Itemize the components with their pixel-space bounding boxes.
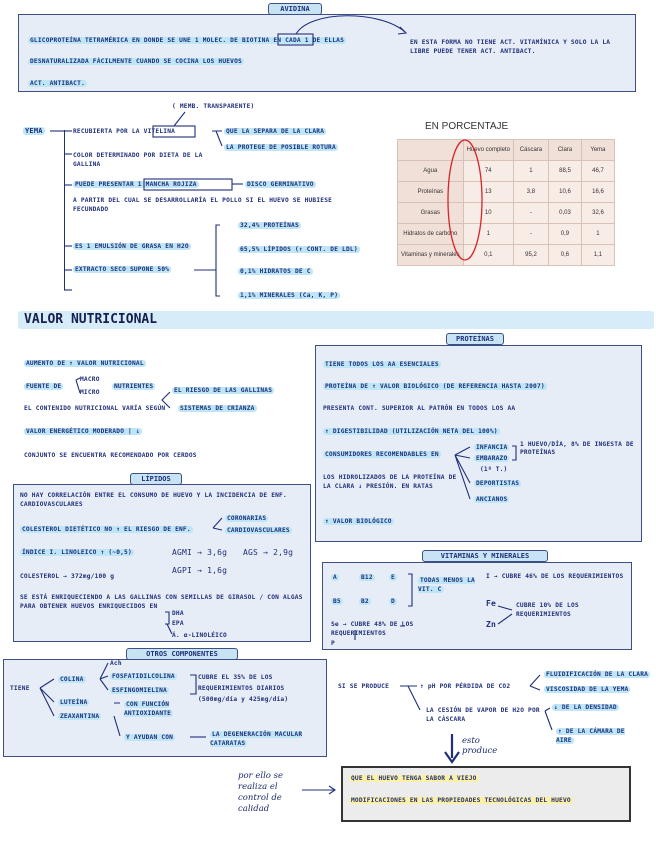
ph-l1-b: ↑ pH POR PÉRDIDA DE CO2 <box>420 683 511 690</box>
cell: 10,6 <box>548 182 581 203</box>
valor-l3-b: SISTEMAS DE CRIANZA <box>180 405 255 412</box>
yema-item5: EXTRACTO SECO SUPONE 50% <box>75 266 170 273</box>
cell: 1 <box>513 161 548 182</box>
lipidos-title: LÍPIDOS <box>130 473 182 485</box>
otros-lut-note1: CON FUNCIÓN ANTIOXIDANTE <box>124 701 172 717</box>
otros-tiene: TIENE <box>10 685 30 692</box>
cell: 0,9 <box>548 224 581 245</box>
yema-comp-1: 65,5% LÍPIDOS (↑ CONT. DE LDL) <box>240 246 358 253</box>
cell: 16,6 <box>581 182 614 203</box>
vitamina-e: E <box>391 574 395 581</box>
lipidos-l3-d: AGPI → 1,6g <box>172 566 228 575</box>
cell: 0,03 <box>548 203 581 224</box>
vitaminas-se: Se → CUBRE 48% DE LOS REQUERIMIENTOS <box>331 621 414 637</box>
valor-l5: CONJUNTO SE ENCUENTRA RECOMENDADO POR CERDOS <box>24 452 197 459</box>
proteinas-l7: ↑ VALOR BIOLÓGICO <box>325 518 392 525</box>
ph-l1-a: SI SE PRODUCE <box>338 683 390 690</box>
ph-l1-branches <box>530 675 540 690</box>
yema-comp-2: 0,1% HIDRATOS DE C <box>240 268 311 275</box>
lipidos-l3-c: AGS → 2,9g <box>243 548 294 557</box>
vit-brace <box>408 574 412 606</box>
cell: 0,1 <box>463 245 513 266</box>
avidina-line3: ACT. ANTIBACT. <box>30 80 85 87</box>
yema-item2: COLOR DETERMINADO POR DIETA DE LA GALLINA <box>73 152 203 168</box>
cell: 95,2 <box>513 245 548 266</box>
proteinas-l5-a: INFANCIA <box>476 444 508 451</box>
yema-comp-0: 32,4% PROTEÍNAS <box>240 222 299 229</box>
comp-bracket <box>216 225 220 296</box>
proteinas-l5-c: (1º T.) <box>480 466 508 473</box>
yema-item1-a: RECUBIERTA POR LA VITELINA <box>73 128 176 135</box>
avidina-line2: DESNATURALIZADA FÁCILMENTE CUANDO SE COCINA LOS HUEVOS <box>30 58 242 65</box>
vitelina-branch <box>212 131 222 146</box>
valor-l2-c: MICRO <box>80 389 100 396</box>
lipidos-l3-a: ÍNDICE I. LINOLEICO ↑ (~0,5) <box>22 549 132 556</box>
yema-item1-c: LA PROTEGE DE POSIBLE ROTURA <box>226 144 336 151</box>
vitamina-b5: B5 <box>333 598 341 605</box>
cell: 10 <box>463 203 513 224</box>
proteinas-l6: LOS HIDROLIZADOS DE LA PROTEÍNA DE LA CLARA ↓ PRESIÓN. EN RATAS <box>323 474 457 490</box>
otros-lut-note3: LA DEGENERACIÓN MACULAR CATARATAS <box>210 731 303 747</box>
otros-title: OTROS COMPONENTES <box>126 648 238 660</box>
avidina-title: AVIDINA <box>268 3 322 15</box>
proteinas-title: PROTEÍNAS <box>446 333 504 345</box>
yema-item3-b: DISCO GERMINATIVO <box>247 181 314 188</box>
ph-l1-c: FLUIDIFICACIÓN DE LA CLARA <box>546 671 649 678</box>
se-link <box>355 626 405 640</box>
ph-l1-d: VISCOSIDAD DE LA YEMA <box>546 686 629 693</box>
col-header: Cáscara <box>513 140 548 161</box>
proteinas-l3: PRESENTA CONT. SUPERIOR AL PATRÓN EN TODOS LOS AA <box>323 405 516 412</box>
cell: 13 <box>463 182 513 203</box>
proteinas-l5-e: ANCIANOS <box>476 496 508 503</box>
col-header: Huevo completo <box>463 140 513 161</box>
proteinas-l2: PROTEÍNA DE ↑ VALOR BIOLÓGICO (DE REFERENCIA HASTA 2007) <box>325 383 545 390</box>
yema-item3-a: PUEDE PRESENTAR 1 MANCHA ROJIZA <box>75 181 197 188</box>
avidina-side-note: EN ESTA FORMA NO TIENE ACT. VITAMÍNICA Y SOLO LA LA LIBRE PUEDE TENER ACT. ANTIBACT. <box>410 39 611 55</box>
cell: 1 <box>463 224 513 245</box>
cell: 74 <box>463 161 513 182</box>
valor-title: VALOR NUTRICIONAL <box>24 312 158 327</box>
yema-item3-c: A PARTIR DEL CUAL SE DESARROLLARÍA EL POLLO SI EL HUEVO SE HUBIESE FECUNDADO <box>73 197 333 213</box>
vitamina-a: A <box>333 574 337 581</box>
vitamina-b2: B2 <box>361 598 369 605</box>
cell: 1 <box>581 224 614 245</box>
valor-l1: AUMENTO DE ↑ VALOR NUTRICIONAL <box>26 360 144 367</box>
cell: 46,7 <box>581 161 614 182</box>
ph-calidad: por ello se realiza el control de calidad <box>238 771 284 814</box>
tiene-branches <box>40 679 54 716</box>
alinolenico-link <box>167 624 172 634</box>
infancia-brace <box>512 446 516 460</box>
luteina-link <box>114 703 120 736</box>
otros-colina-note: CUBRE EL 35% DE LOS REQUERIMIENTOS DIARIOS (500mg/día y 425mg/día) <box>198 674 289 703</box>
lipidos-l4: COLESTEROL → 372mg/100 g <box>20 573 115 580</box>
cell: Vitaminas y minerales <box>398 245 464 266</box>
otros-luteina: LUTEÍNA <box>60 699 88 706</box>
yema-item1-b: QUE LA SEPARA DE LA CLARA <box>226 128 325 135</box>
cell: Hidratos de carbono <box>398 224 464 245</box>
cell: Proteínas <box>398 182 464 203</box>
ph-esto: esto produce <box>462 736 498 756</box>
dha-brace <box>165 612 169 624</box>
valor-l2-d: NUTRIENTES <box>114 383 154 390</box>
cell: 3,8 <box>513 182 548 203</box>
vitamina-b12: B12 <box>361 574 373 581</box>
lipidos-l5-b: EPA <box>172 620 184 627</box>
ph-l2-c: ↑ DE LA CÁMARA DE AIRE <box>556 728 625 744</box>
cell: 32,6 <box>581 203 614 224</box>
lipidos-l5-a: DHA <box>172 610 184 617</box>
vitamina-d: D <box>391 598 395 605</box>
otros-colina: COLINA <box>60 676 84 683</box>
cell: 1,1 <box>581 245 614 266</box>
cell: 88,5 <box>548 161 581 182</box>
vitaminas-p: P <box>331 640 335 647</box>
proteinas-l5-b: EMBARAZO <box>476 455 508 462</box>
cell: - <box>513 203 548 224</box>
lipidos-l2-b: CORONARIAS <box>227 515 267 522</box>
lipidos-l5: SE ESTÁ ENRIQUECIENDO A LAS GALLINAS CON SEMILLAS DE GIRASOL / CON ALGAS PARA OBTENER HUEVOS ENRIQUECIDOS EN <box>20 594 303 610</box>
ph-l2-a: LA CESIÓN DE VAPOR DE H2O POR LA CÁSCARA <box>426 707 540 723</box>
table-title: EN PORCENTAJE <box>425 121 509 132</box>
valor-l3-link <box>162 392 170 408</box>
proteinas-l5-d: DEPORTISTAS <box>476 480 520 487</box>
avidina-line1: GLICOPROTEÍNA TETRAMÉRICA EN DONDE SE UNE 1 MOLEC. DE BIOTINA EN CADA 1 DE ELLAS <box>30 37 345 44</box>
colina-branches <box>100 663 108 690</box>
lipidos-l1: NO HAY CORRELACIÓN ENTRE EL CONSUMO DE HUEVO Y LA INCIDENCIA DE ENF. CARDIOVASCULARES <box>20 492 287 508</box>
otros-ach: Ach <box>110 660 122 667</box>
ph-l2-b: ↓ DE LA DENSIDAD <box>554 704 617 711</box>
otros-lut-note2: Y AYUDAN CON <box>126 734 174 741</box>
valor-l2-b: MACRO <box>80 376 100 383</box>
ph-l2-branches <box>545 708 552 730</box>
ph-branches <box>400 686 420 710</box>
vitelina-box <box>153 126 195 137</box>
vitaminas-note1: TODAS MENOS LA VIT. C <box>418 577 475 593</box>
lipidos-l3-b: AGMI → 3,6g <box>172 548 228 557</box>
huevo-column-highlight <box>448 140 482 260</box>
yema-item4: ES 1 EMULSIÓN DE GRASA EN H2O <box>75 243 189 250</box>
lipidos-l2-c: CARDIOVASCULARES <box>227 527 290 534</box>
otros-esfingo: ESFINGOMIELINA <box>112 687 167 694</box>
cell: - <box>513 224 548 245</box>
macro-micro-brace <box>76 378 80 393</box>
vitaminas-i-note: I → CUBRE 46% DE LOS REQUERIMIENTOS <box>486 573 624 580</box>
calidad-r2: MODIFICACIONES EN LAS PROPIEDADES TECNOLÓGICAS DEL HUEVO <box>351 797 571 804</box>
lipidos-l2-a: COLESTEROL DIETÉTICO NO ↑ EL RIESGO DE ENF. <box>22 526 191 533</box>
valor-l2-a: FUENTE DE <box>26 383 62 390</box>
proteinas-l5-note: 1 HUEVO/DÍA, 8% DE INGESTA DE PROTEÍNAS <box>520 441 634 456</box>
yema-memb-note: ( MEMB. TRANSPARENTE) <box>172 103 255 110</box>
valor-l3-a: EL CONTENIDO NUTRICIONAL VARÍA SEGÚN <box>24 405 166 412</box>
col-header: Clara <box>548 140 581 161</box>
fezn-brace <box>498 606 512 624</box>
otros-fosfa: FOSFATIDILCOLINA <box>112 673 175 680</box>
biotina-arrow <box>296 16 405 34</box>
calidad-r1: QUE EL HUEVO TENGA SABOR A VIEJO <box>351 775 477 782</box>
yema-label: YEMA <box>25 127 43 135</box>
mancha-box <box>144 179 232 190</box>
colina-note-brace <box>190 675 196 694</box>
col-header: Yema <box>581 140 614 161</box>
vitaminas-fezn-note: CUBRE 10% DE LOS REQUERIMIENTOS <box>516 602 579 618</box>
coronarias-branches <box>213 518 222 530</box>
valor-l4: VALOR ENERGÉTICO MODERADO | ↓ <box>26 428 140 435</box>
vitelina-memb-line <box>174 112 185 126</box>
vitaminas-fe: Fe <box>486 599 497 608</box>
proteinas-l4: ↑ DIGESTIBILIDAD (UTILIZACIÓN NETA DEL 100%) <box>325 428 498 435</box>
yema-comp-3: 1,1% MINERALES (Ca, K, P) <box>240 292 339 299</box>
otros-zeaxantina: ZEAXANTINA <box>60 713 100 720</box>
proteinas-l1: TIENE TODOS LOS AA ESENCIALES <box>325 361 439 368</box>
biotina-box <box>278 34 313 45</box>
cell: Grasas <box>398 203 464 224</box>
vitaminas-zn: Zn <box>486 620 497 629</box>
valor-l2-e: EL RIESGO DE LAS GALLINAS <box>174 387 273 394</box>
vitaminas-title: VITAMINAS Y MINERALES <box>422 550 548 562</box>
lipidos-l5-c: Á. α-LINOLÉICO <box>172 632 227 639</box>
cell: Agua <box>398 161 464 182</box>
consumidores-branches <box>455 447 470 499</box>
cell: 0,6 <box>548 245 581 266</box>
proteinas-l5: CONSUMIDORES RECOMENDABLES EN <box>325 451 439 458</box>
